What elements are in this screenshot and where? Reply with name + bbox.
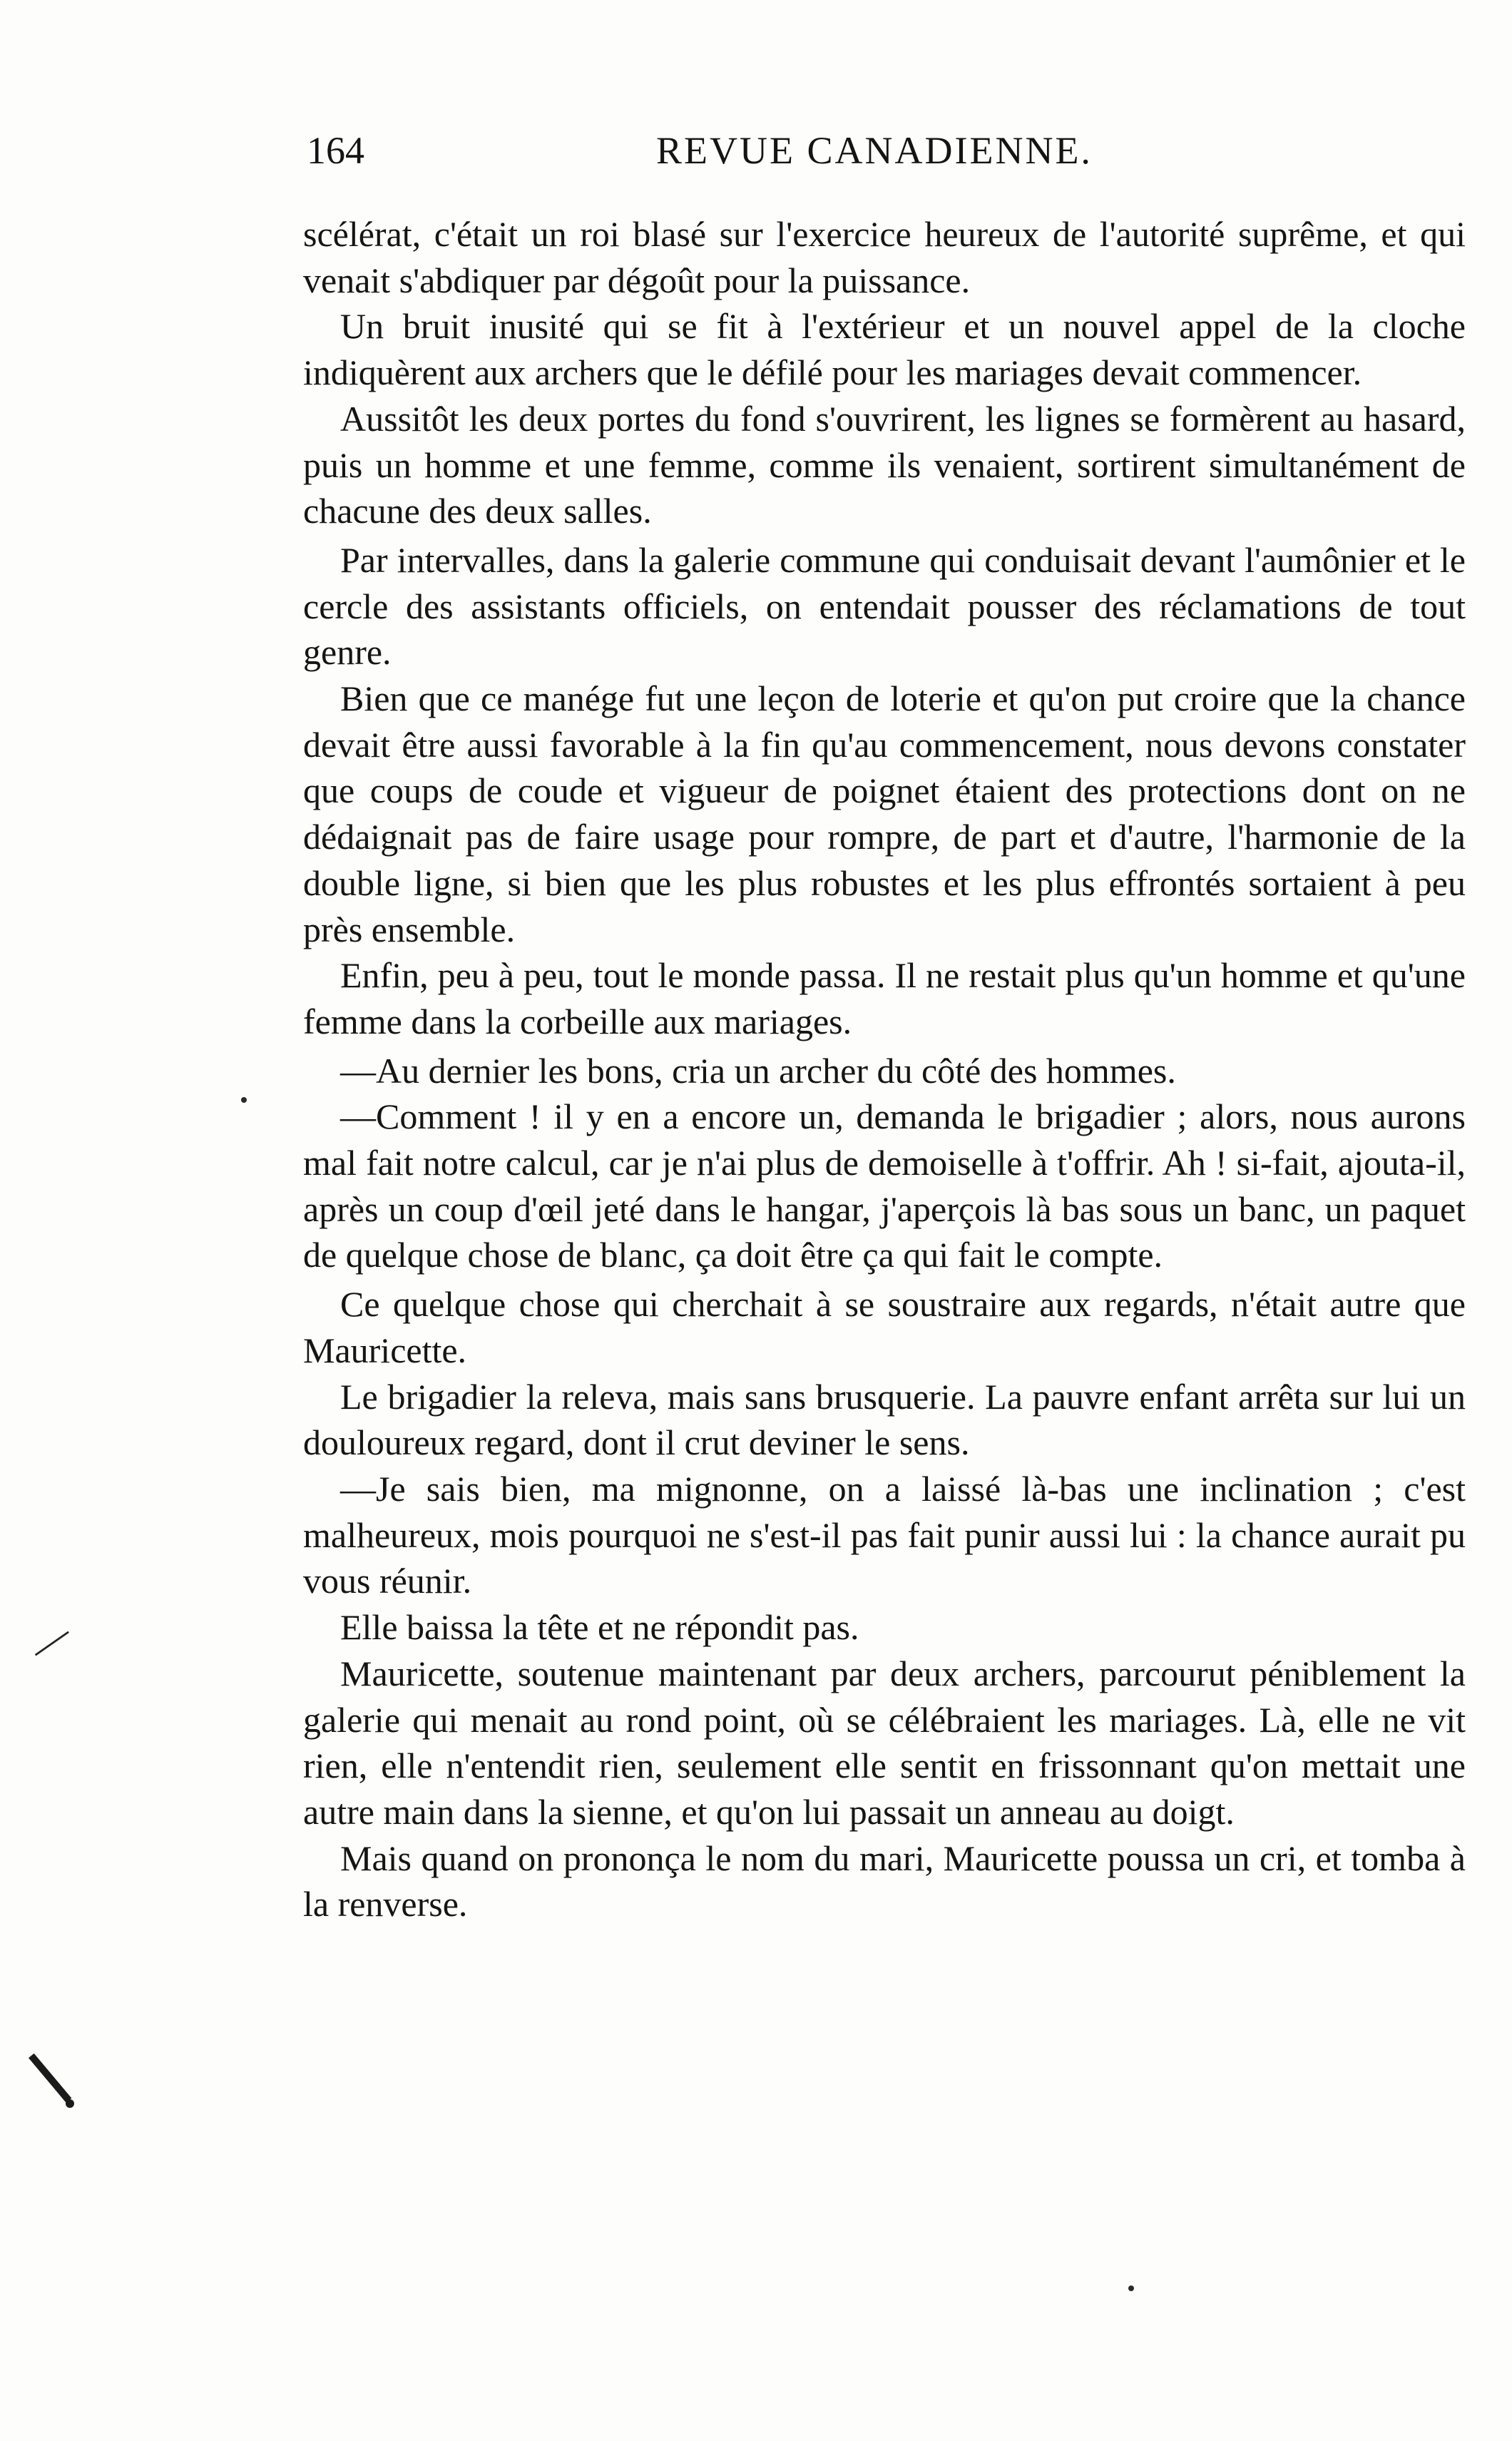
margin-dot: [66, 2099, 74, 2108]
paragraph-6: Enfin, peu à peu, tout le monde passa. Il ne restait plus qu'un homme et qu'une femme dans la corbeille aux mariages.: [303, 955, 1466, 1041]
ink-speck: [241, 1097, 247, 1103]
paragraph-13: Mauricette, soutenue maintenant par deux archers, parcourut péniblement la galerie qui menait au rond point, où se célébraient les mariages. Là, elle ne vit rien, elle n'entendit rien, seulement elle sentit en frissonnant qu'on mettait une autre main dans la sienne, et qu'on lui passait un anneau au doigt.: [303, 1653, 1466, 1832]
page-header: [307, 128, 1476, 185]
paragraph-11: —Je sais bien, ma mignonne, on a laissé là-bas une inclination ; c'est malheureux, mois pourquoi ne s'est-il pas fait punir aussi lui : la chance aurait pu vous réunir.: [303, 1468, 1466, 1601]
paragraph-12: Elle baissa la tête et ne répondit pas.: [340, 1607, 859, 1648]
ink-speck: [1128, 2285, 1134, 2291]
body-text: [303, 211, 1466, 1927]
paragraph-8: —Comment ! il y en a encore un, demanda le brigadier ; alors, nous aurons mal fait notre calcul, car je n'ai plus de demoiselle à t'offrir. Ah ! si-fait, ajouta-il, après un coup d'œil jeté dans le hangar, j'aperçois là bas sous un banc, un paquet de quelque chose de blanc, ça doit être ça qui fait le compte.: [303, 1096, 1466, 1275]
paragraph-10: Le brigadier la releva, mais sans brusquerie. La pauvre enfant arrêta sur lui un douloureux regard, dont il crut deviner le sens.: [303, 1376, 1466, 1463]
page-number: 164: [307, 129, 364, 172]
paragraph-5: Bien que ce manége fut une leçon de loterie et qu'on put croire que la chance devait être aussi favorable à la fin qu'au commencement, nous devons constater que coups de coude et vigueur de poignet étaient des protections dont on ne dédaignait pas de faire usage pour rompre, de part et d'autre, l'harmonie de la double ligne, si bien que les plus robustes et les plus effrontés sortaient à peu près ensemble.: [303, 678, 1466, 949]
paragraph-14: Mais quand on prononça le nom du mari, Mauricette poussa un cri, et tomba à la renverse.: [303, 1838, 1466, 1925]
margin-mark: —: [21, 1611, 79, 1671]
running-title: REVUE CANADIENNE.: [656, 129, 1093, 172]
paragraph-7: —Au dernier les bons, cria un archer du côté des hommes.: [340, 1050, 1176, 1091]
paragraph-1: scélérat, c'était un roi blasé sur l'exercice heureux de l'autorité suprême, et qui venait s'abdiquer par dégoût pour la puissance.: [303, 214, 1466, 300]
margin-stroke: [29, 2054, 71, 2103]
paragraph-3: Aussitôt les deux portes du fond s'ouvrirent, les lignes se formèrent au hasard, puis un homme et une femme, comme ils venaient, sortirent simultanément de chacune des deux salles.: [303, 398, 1466, 531]
paragraph-9: Ce quelque chose qui cherchait à se soustraire aux regards, n'était autre que Mauricette.: [303, 1284, 1466, 1370]
margin-check-mark: [29, 2058, 71, 2108]
paragraph-4: Par intervalles, dans la galerie commune qui conduisait devant l'aumônier et le cercle des assistants officiels, on entendait pousser des réclamations de tout genre.: [303, 539, 1466, 673]
paragraph-2: Un bruit inusité qui se fit à l'extérieur et un nouvel appel de la cloche indiquèrent aux archers que le défilé pour les mariages devait commencer.: [303, 306, 1466, 393]
